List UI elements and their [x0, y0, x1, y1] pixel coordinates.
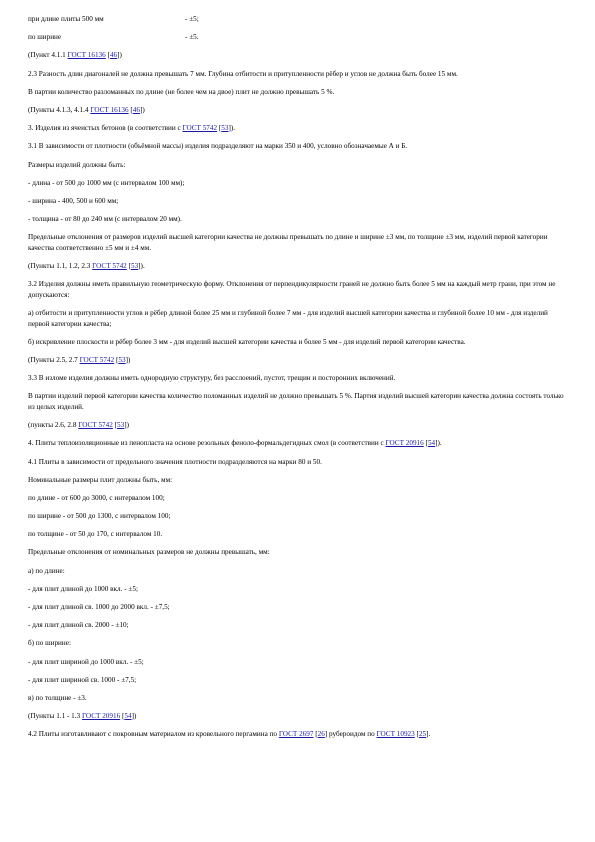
ref-54-link[interactable]: 54: [427, 439, 436, 448]
ref-53-link[interactable]: 53: [118, 355, 126, 364]
paragraph: Номинальные размеры плит должны быть, мм:: [28, 475, 173, 484]
paragraph: а) отбитости и притупленности углов и рёбер длиной более 25 мм и глубиной более 7 мм - для изделий высшей категории качества и глубиной более 10 мм - для изделий первой категории качества;: [28, 309, 548, 328]
ref-54-link[interactable]: 54: [124, 712, 132, 721]
list-item: - длина - от 500 до 1000 мм (с интервалом 100 мм);: [28, 178, 185, 187]
tolerance-label: при длине плиты 500 мм: [28, 15, 104, 23]
ref-25-link[interactable]: 25: [418, 730, 427, 739]
ref-53-link[interactable]: 53: [130, 262, 139, 271]
paragraph: 3.2 Изделия должны иметь правильную геометрическую форму. Отклонения от перпендикулярности граней не должно быть более 5 мм на каждый метр грани, при этом не допускаются:: [28, 280, 556, 299]
citation: (Пункт 4.1.1 ГОСТ 16136 [46]): [28, 51, 122, 60]
section-heading: 4. Плиты теплоизоляционные из пенопласта на основе резольных феноло-формальдегидных смол (в соответствии с ГОСТ 20916 [54]).: [28, 439, 442, 448]
citation-text: (пункты 2.6, 2.8: [28, 421, 77, 430]
ref-53-link[interactable]: 53: [117, 421, 125, 430]
tolerance-row-length: [28, 14, 567, 25]
citation-text: (Пункты 4.1.3, 4.1.4: [28, 105, 89, 114]
list-item: - для плит длиной до 1000 вкл. - ±5;: [28, 584, 138, 593]
citation: (Пункты 2.5, 2.7 ГОСТ 5742 [53]): [28, 355, 131, 364]
paragraph: Предельные отклонения от размеров изделий высшей категории качества не должны превышать по длине и ширине ±3 мм, по толщине ±3 мм, изделий первой категории качества соответственно ±5 мм и ±4 мм.: [28, 233, 548, 252]
citation: (Пункты 4.1.3, 4.1.4 ГОСТ 16136 [46]): [28, 105, 145, 114]
gost-5742-link[interactable]: ГОСТ 5742: [79, 355, 115, 364]
list-item: по длине - от 600 до 3000, с интервалом 100;: [28, 493, 165, 502]
list-item: - для плит шириной св. 1000 - ±7,5;: [28, 675, 137, 684]
citation: (пункты 2.6, 2.8 ГОСТ 5742 [53]): [28, 421, 130, 430]
citation-text: (Пункт 4.1.1: [28, 51, 66, 60]
paragraph-text: 4.2 Плиты изготавливают с покровным материалом из кровельного пергамина по: [28, 730, 278, 739]
gost-20916-link[interactable]: ГОСТ 20916: [385, 439, 424, 448]
paragraph: 4.2 Плиты изготавливают с покровным материалом из кровельного пергамина по ГОСТ 2697 [26] рубероидом по ГОСТ 10923 [25].: [28, 730, 431, 739]
paragraph: 4.1 Плиты в зависимости от предельного значения плотности подразделяются на марки 80 и 50.: [28, 457, 322, 466]
gost-20916-link[interactable]: ГОСТ 20916: [81, 712, 121, 721]
paragraph: Предельные отклонения от номинальных размеров не должны превышать, мм:: [28, 548, 270, 557]
list-item: - для плит длиной св. 1000 до 2000 вкл. - ±7,5;: [28, 603, 170, 611]
section-heading-text: 4. Плиты теплоизоляционные из пенопласта на основе резольных феноло-формальдегидных смол (в соответствии с: [28, 439, 384, 448]
tolerance-label: по ширине: [28, 33, 62, 42]
gost-2697-link[interactable]: ГОСТ 2697: [278, 730, 314, 739]
section-heading-text: 3. Изделия из ячеистых бетонов (в соответствии с: [28, 124, 181, 133]
gost-16136-link[interactable]: ГОСТ 16136: [90, 105, 129, 114]
citation: (Пункты 1.1 - 1.3 ГОСТ 20916 [54]): [28, 712, 137, 721]
paragraph: б) искривление плоскости и рёбер более 3 мм - для изделий высшей категории качества и более 5 мм - для изделий первой категории качества.: [28, 337, 466, 346]
tolerance-value: - ±5.: [185, 33, 199, 42]
ref-46-link[interactable]: 46: [132, 105, 140, 114]
gost-10923-link[interactable]: ГОСТ 10923: [376, 730, 415, 739]
list-item: - толщина - от 80 до 240 мм (с интервалом 20 мм).: [28, 215, 182, 224]
list-item: по ширине - от 500 до 1300, с интервалом 100;: [28, 512, 171, 521]
list-item: - для плит длиной св. 2000 - ±10;: [28, 621, 129, 630]
gost-5742-link[interactable]: ГОСТ 5742: [78, 421, 113, 430]
paragraph: 2.3 Разность длин диагоналей не должна превышать 7 мм. Глубина отбитости и притупленности рёбер и углов не должна быть более 15 мм.: [28, 69, 458, 78]
gost-5742-link[interactable]: ГОСТ 5742: [182, 124, 218, 133]
ref-26-link[interactable]: 26: [317, 730, 325, 739]
section-heading: 3. Изделия из ячеистых бетонов (в соответствии с ГОСТ 5742 [53]).: [28, 124, 236, 133]
paragraph: В партии изделий первой категории качества количество поломанных изделий не должно превышать 5 %. Партия изделий высшей категории качества должна состоять только из целых изделий.: [28, 392, 564, 411]
paragraph: 3.1 В зависимости от плотности (объёмной массы) изделия подразделяют на марки 350 и 400, условно обозначаемые А и Б.: [28, 142, 408, 151]
tolerance-value: - ±5;: [185, 15, 199, 23]
ref-46-link[interactable]: 46: [109, 51, 118, 60]
paragraph: 3.3 В изломе изделия должны иметь однородную структуру, без расслоений, пустот, трещин и посторонних включений.: [28, 374, 396, 383]
list-item: - для плит шириной до 1000 вкл. - ±5;: [28, 657, 144, 666]
citation-text: (Пункты 2.5, 2.7: [28, 355, 78, 364]
list-item: а) по длине:: [28, 566, 65, 575]
list-item: - ширина - 400, 500 и 600 мм;: [28, 196, 119, 205]
gost-16136-link[interactable]: ГОСТ 16136: [67, 51, 106, 60]
tolerance-row-width: [28, 32, 567, 43]
paragraph: Размеры изделий должны быть:: [28, 160, 126, 169]
list-item: в) по толщине - ±3.: [28, 693, 87, 702]
paragraph: В партии количество разломанных по длине (не более чем на двое) плит не должно превышать 5 %.: [28, 87, 335, 96]
citation-text: (Пункты 1.1 - 1.3: [28, 712, 81, 721]
list-item: по толщине - от 50 до 170, с интервалом 10.: [28, 530, 163, 539]
gost-5742-link[interactable]: ГОСТ 5742: [92, 262, 127, 271]
list-item: б) по ширине:: [28, 639, 71, 648]
ref-53-link[interactable]: 53: [221, 124, 229, 133]
citation: (Пункты 1.1, 1.2, 2.3 ГОСТ 5742 [53]).: [28, 262, 145, 271]
citation-text: (Пункты 1.1, 1.2, 2.3: [28, 262, 91, 271]
